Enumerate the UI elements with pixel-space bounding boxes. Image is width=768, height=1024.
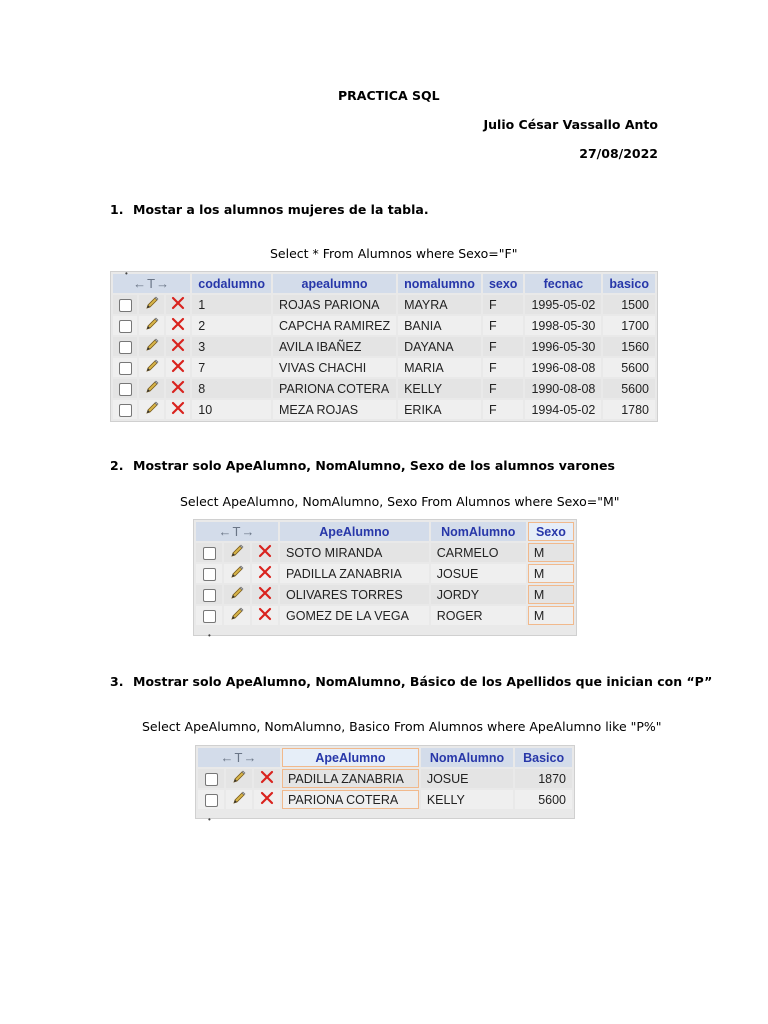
column-header-apealumno[interactable]: ApeAlumno <box>280 522 429 541</box>
column-header-sexo[interactable]: Sexo <box>528 522 574 541</box>
result-grid-1: • ←T→ codalumno apealumno nomalumno sexo fecnac basico 1 ROJAS PARIONA MAYRA F 1995-05-02 1500 2 CAPCHA RAMIREZ BANIA F 1998-05-30 1700 3 AVILA IBAÑEZ DAYANA F 1996-05-30 1560 7 VIVAS CHACHI MARIA F 1996-08-08 5600 8 PARIONA COTERA KELLY F 1990-08-08 5600 10 MEZA ROJAS ERIKA F 1994-05-02 1780 <box>110 271 658 422</box>
cell-basico: 5600 <box>603 379 655 398</box>
row-delete-cell <box>166 400 190 419</box>
row-select-cell <box>113 358 137 377</box>
row-select-cell <box>113 316 137 335</box>
row-select-cell <box>113 400 137 419</box>
cell-codalumno: 7 <box>192 358 271 377</box>
pencil-edit-icon[interactable] <box>229 606 245 625</box>
pencil-edit-icon[interactable] <box>229 564 245 583</box>
cell-fecnac: 1994-05-02 <box>525 400 601 419</box>
cell-basico: 5600 <box>603 358 655 377</box>
cell-apealumno: SOTO MIRANDA <box>280 543 429 562</box>
row-edit-cell <box>139 358 164 377</box>
cell-apealumno: PADILLA ZANABRIA <box>282 769 419 788</box>
result-table-2-body <box>196 543 574 625</box>
delete-x-icon[interactable] <box>171 359 185 376</box>
column-nav-arrows[interactable]: ←T→ <box>196 522 278 541</box>
checkbox-icon[interactable] <box>203 547 216 560</box>
cell-sexo: F <box>483 358 524 377</box>
column-header-nomalumno[interactable]: NomAlumno <box>431 522 526 541</box>
result-grid-2: ←T→ ApeAlumno NomAlumno Sexo SOTO MIRANDA CARMELO M PADILLA ZANABRIA JOSUE M OLIVARES TORRES JORDY M GOMEZ DE LA VEGA ROGER M • <box>193 519 577 636</box>
cell-nomalumno: JOSUE <box>421 769 513 788</box>
cell-sexo: M <box>528 606 574 625</box>
cell-apealumno: AVILA IBAÑEZ <box>273 337 396 356</box>
checkbox-icon[interactable] <box>119 320 132 333</box>
delete-x-icon[interactable] <box>258 607 272 624</box>
row-edit-cell <box>224 585 250 604</box>
row-edit-cell <box>139 316 164 335</box>
row-delete-cell <box>166 379 190 398</box>
query-3: Select ApeAlumno, NomAlumno, Basico From Alumnos where ApeAlumno like "P%" <box>142 719 662 734</box>
table-row <box>198 790 572 809</box>
row-edit-cell <box>226 790 252 809</box>
delete-x-icon[interactable] <box>171 296 185 313</box>
pencil-edit-icon[interactable] <box>231 790 247 809</box>
table-row <box>196 606 574 625</box>
question-2-text: Mostrar solo ApeAlumno, NomAlumno, Sexo de los alumnos varones <box>133 458 615 473</box>
pencil-edit-icon[interactable] <box>144 400 160 419</box>
cell-sexo: M <box>528 564 574 583</box>
pencil-edit-icon[interactable] <box>144 295 160 314</box>
table-row <box>196 564 574 583</box>
cell-sexo: F <box>483 295 524 314</box>
row-select-cell <box>113 295 137 314</box>
column-header-sexo[interactable]: sexo <box>483 274 524 293</box>
row-delete-cell <box>252 564 278 583</box>
row-edit-cell <box>139 295 164 314</box>
delete-x-icon[interactable] <box>260 791 274 808</box>
row-delete-cell <box>166 316 190 335</box>
cell-nomalumno: JOSUE <box>431 564 526 583</box>
cell-apealumno: VIVAS CHACHI <box>273 358 396 377</box>
cell-apealumno: PARIONA COTERA <box>273 379 396 398</box>
cell-sexo: M <box>528 585 574 604</box>
cell-nomalumno: CARMELO <box>431 543 526 562</box>
column-header-apealumno[interactable]: apealumno <box>273 274 396 293</box>
column-header-fecnac[interactable]: fecnac <box>525 274 601 293</box>
cell-fecnac: 1996-08-08 <box>525 358 601 377</box>
question-3-number: 3. <box>110 674 124 689</box>
table-header-row <box>113 274 655 293</box>
column-header-apealumno[interactable]: ApeAlumno <box>282 748 419 767</box>
cell-sexo: M <box>528 543 574 562</box>
table-header-row <box>196 522 574 541</box>
checkbox-icon[interactable] <box>119 404 132 417</box>
row-delete-cell <box>254 769 280 788</box>
cell-basico: 1870 <box>515 769 572 788</box>
row-delete-cell <box>166 295 190 314</box>
checkbox-icon[interactable] <box>203 610 216 623</box>
delete-x-icon[interactable] <box>171 338 185 355</box>
author-name: Julio César Vassallo Anto <box>483 117 658 132</box>
delete-x-icon[interactable] <box>258 565 272 582</box>
row-select-cell <box>196 585 222 604</box>
row-select-cell <box>196 564 222 583</box>
checkbox-icon[interactable] <box>119 299 132 312</box>
cell-fecnac: 1995-05-02 <box>525 295 601 314</box>
cell-fecnac: 1998-05-30 <box>525 316 601 335</box>
question-2-number: 2. <box>110 458 124 473</box>
table-row <box>196 543 574 562</box>
result-table-2 <box>194 520 576 627</box>
cell-codalumno: 1 <box>192 295 271 314</box>
checkbox-icon[interactable] <box>205 794 218 807</box>
result-table-3 <box>196 746 574 811</box>
question-3-text: Mostrar solo ApeAlumno, NomAlumno, Básico de los Apellidos que inician con “P” <box>133 674 713 689</box>
pencil-edit-icon[interactable] <box>229 585 245 604</box>
cell-basico: 1500 <box>603 295 655 314</box>
row-select-cell <box>113 337 137 356</box>
cell-apealumno: GOMEZ DE LA VEGA <box>280 606 429 625</box>
row-select-cell <box>113 379 137 398</box>
row-edit-cell <box>224 564 250 583</box>
delete-x-icon[interactable] <box>258 586 272 603</box>
query-2: Select ApeAlumno, NomAlumno, Sexo From Alumnos where Sexo="M" <box>180 494 620 509</box>
checkbox-icon[interactable] <box>119 362 132 375</box>
row-edit-cell <box>139 379 164 398</box>
cell-apealumno: ROJAS PARIONA <box>273 295 396 314</box>
cell-codalumno: 2 <box>192 316 271 335</box>
result-grid-3: ←T→ ApeAlumno NomAlumno Basico PADILLA ZANABRIA JOSUE 1870 PARIONA COTERA KELLY 5600 • <box>195 745 575 819</box>
cell-nomalumno: KELLY <box>421 790 513 809</box>
result-table-1-body <box>113 295 655 419</box>
cell-apealumno: PARIONA COTERA <box>282 790 419 809</box>
row-delete-cell <box>252 606 278 625</box>
table-row <box>196 585 574 604</box>
document-date: 27/08/2022 <box>579 146 658 161</box>
result-table-1 <box>111 272 657 421</box>
cell-nomalumno: ERIKA <box>398 400 481 419</box>
column-header-basico[interactable]: Basico <box>515 748 572 767</box>
row-edit-cell <box>224 543 250 562</box>
column-header-codalumno[interactable]: codalumno <box>192 274 271 293</box>
checkbox-icon[interactable] <box>203 568 216 581</box>
cell-apealumno: CAPCHA RAMIREZ <box>273 316 396 335</box>
table-row <box>113 400 655 419</box>
table-row <box>113 379 655 398</box>
column-nav-arrows[interactable]: ←T→ <box>198 748 280 767</box>
cell-apealumno: OLIVARES TORRES <box>280 585 429 604</box>
row-select-cell <box>198 790 224 809</box>
delete-x-icon[interactable] <box>171 401 185 418</box>
pencil-edit-icon[interactable] <box>144 337 160 356</box>
table-row <box>113 316 655 335</box>
pencil-edit-icon[interactable] <box>229 543 245 562</box>
cell-sexo: F <box>483 316 524 335</box>
question-1-text: Mostar a los alumnos mujeres de la tabla. <box>133 202 429 217</box>
cell-nomalumno: MARIA <box>398 358 481 377</box>
column-header-nomalumno[interactable]: NomAlumno <box>421 748 513 767</box>
pencil-edit-icon[interactable] <box>144 379 160 398</box>
pencil-edit-icon[interactable] <box>144 316 160 335</box>
row-edit-cell <box>224 606 250 625</box>
pencil-edit-icon[interactable] <box>231 769 247 788</box>
cell-nomalumno: MAYRA <box>398 295 481 314</box>
table-row <box>198 769 572 788</box>
question-1-number: 1. <box>110 202 124 217</box>
row-delete-cell <box>252 543 278 562</box>
row-delete-cell <box>166 358 190 377</box>
pencil-edit-icon[interactable] <box>144 358 160 377</box>
cell-fecnac: 1996-05-30 <box>525 337 601 356</box>
column-nav-arrows[interactable]: ←T→ <box>113 274 190 293</box>
row-delete-cell <box>254 790 280 809</box>
cell-codalumno: 8 <box>192 379 271 398</box>
cell-nomalumno: BANIA <box>398 316 481 335</box>
query-1: Select * From Alumnos where Sexo="F" <box>270 246 518 261</box>
column-header-basico[interactable]: basico <box>603 274 655 293</box>
cell-nomalumno: DAYANA <box>398 337 481 356</box>
cell-nomalumno: KELLY <box>398 379 481 398</box>
checkbox-icon[interactable] <box>119 383 132 396</box>
table-row <box>113 295 655 314</box>
cell-codalumno: 3 <box>192 337 271 356</box>
delete-x-icon[interactable] <box>260 770 274 787</box>
cell-basico: 5600 <box>515 790 572 809</box>
delete-x-icon[interactable] <box>171 380 185 397</box>
cell-nomalumno: JORDY <box>431 585 526 604</box>
row-edit-cell <box>226 769 252 788</box>
row-edit-cell <box>139 400 164 419</box>
cell-sexo: F <box>483 337 524 356</box>
cell-codalumno: 10 <box>192 400 271 419</box>
cell-sexo: F <box>483 400 524 419</box>
delete-x-icon[interactable] <box>258 544 272 561</box>
checkbox-icon[interactable] <box>203 589 216 602</box>
result-table-3-body <box>198 769 572 809</box>
page-title: PRACTICA SQL <box>338 88 440 103</box>
checkbox-icon[interactable] <box>119 341 132 354</box>
cell-nomalumno: ROGER <box>431 606 526 625</box>
cell-apealumno: PADILLA ZANABRIA <box>280 564 429 583</box>
row-edit-cell <box>139 337 164 356</box>
cell-basico: 1780 <box>603 400 655 419</box>
row-delete-cell <box>252 585 278 604</box>
cell-basico: 1700 <box>603 316 655 335</box>
checkbox-icon[interactable] <box>205 773 218 786</box>
cell-basico: 1560 <box>603 337 655 356</box>
row-select-cell <box>196 543 222 562</box>
cell-apealumno: MEZA ROJAS <box>273 400 396 419</box>
delete-x-icon[interactable] <box>171 317 185 334</box>
column-header-nomalumno[interactable]: nomalumno <box>398 274 481 293</box>
row-select-cell <box>196 606 222 625</box>
table-row <box>113 358 655 377</box>
cell-fecnac: 1990-08-08 <box>525 379 601 398</box>
row-delete-cell <box>166 337 190 356</box>
cell-sexo: F <box>483 379 524 398</box>
table-row <box>113 337 655 356</box>
table-header-row <box>198 748 572 767</box>
row-select-cell <box>198 769 224 788</box>
